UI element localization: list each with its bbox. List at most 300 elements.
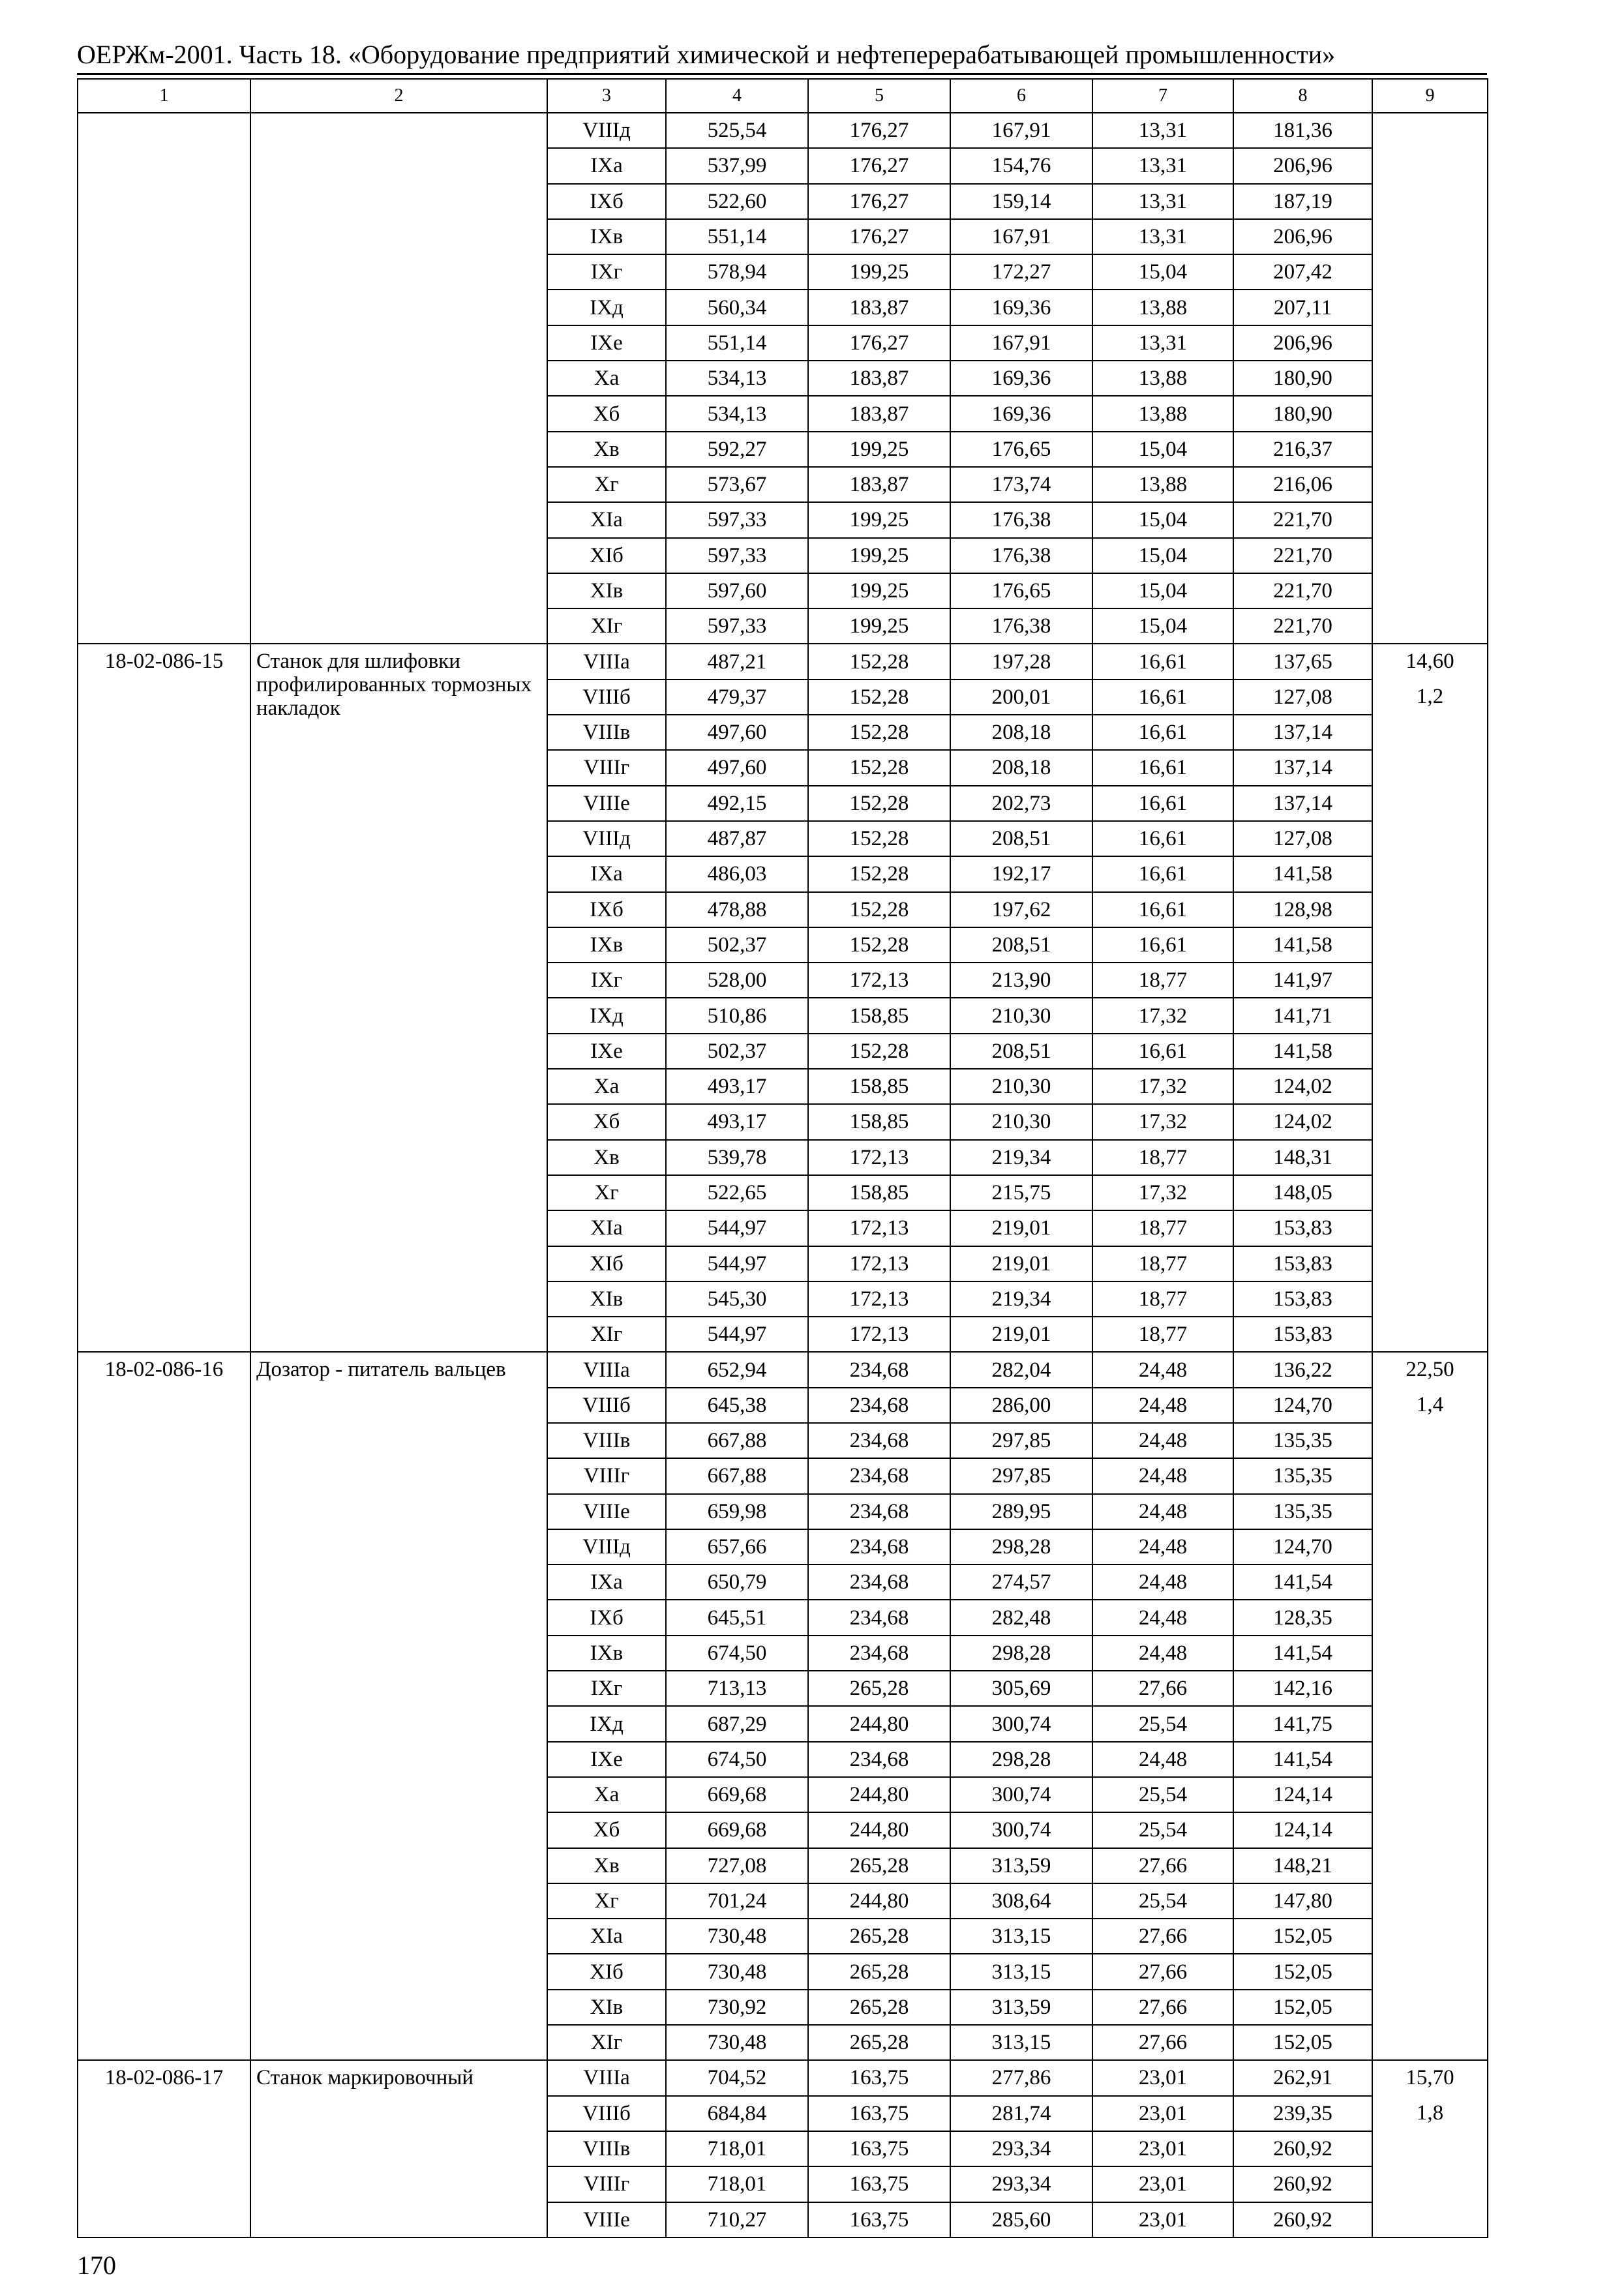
value-cell: 152,05 (1233, 1919, 1372, 1954)
column-number-cell: 1 (78, 79, 250, 113)
value-cell: 522,65 (666, 1175, 808, 1210)
value-cell: 135,35 (1233, 1423, 1372, 1458)
table-row (78, 113, 1488, 148)
value-cell: 313,15 (950, 1954, 1092, 1989)
value-cell: 298,28 (950, 1529, 1092, 1564)
value-cell: IXа (547, 148, 666, 183)
value-cell: 153,83 (1233, 1246, 1372, 1281)
value-cell: 141,97 (1233, 963, 1372, 998)
value-cell: 24,48 (1092, 1352, 1233, 1387)
value-cell: 25,54 (1092, 1706, 1233, 1741)
value-cell: 684,84 (666, 2096, 808, 2131)
value-cell: 141,58 (1233, 927, 1372, 963)
value-cell: IXд (547, 290, 666, 325)
value-cell: 219,01 (950, 1210, 1092, 1246)
price-table (77, 78, 1488, 2238)
value-cell: 202,73 (950, 786, 1092, 821)
column-number-cell: 3 (547, 79, 666, 113)
column-number-cell: 9 (1372, 79, 1488, 113)
value-cell: 141,71 (1233, 998, 1372, 1033)
value-cell: IXб (547, 184, 666, 219)
value-cell: 701,24 (666, 1883, 808, 1919)
value-cell: 208,18 (950, 715, 1092, 750)
value-cell: 16,61 (1092, 892, 1233, 927)
value-cell: 207,42 (1233, 254, 1372, 290)
value-cell: 528,00 (666, 963, 808, 998)
value-cell: 244,80 (808, 1706, 950, 1741)
header-rule (77, 73, 1487, 75)
value-cell: 23,01 (1092, 2202, 1233, 2237)
value-cell: Xа (547, 1777, 666, 1812)
value-cell: 158,85 (808, 998, 950, 1033)
value-cell: 265,28 (808, 1848, 950, 1883)
value-cell: 124,70 (1233, 1529, 1372, 1564)
value-cell: 297,85 (950, 1423, 1092, 1458)
value-cell: 127,08 (1233, 680, 1372, 715)
column-number-cell: 5 (808, 79, 950, 113)
value-cell: IXд (547, 998, 666, 1033)
value-cell: 167,91 (950, 219, 1092, 254)
value-cell: 208,51 (950, 927, 1092, 963)
value-cell: 136,22 (1233, 1352, 1372, 1387)
value-cell: 163,75 (808, 2096, 950, 2131)
value-cell: 710,27 (666, 2202, 808, 2237)
value-cell: VIIIв (547, 715, 666, 750)
value-cell: 487,87 (666, 821, 808, 856)
value-cell: 597,33 (666, 538, 808, 573)
col9-cell (1372, 1352, 1488, 2060)
value-cell: 18,77 (1092, 1210, 1233, 1246)
value-cell: 147,80 (1233, 1883, 1372, 1919)
value-cell: IXг (547, 963, 666, 998)
value-cell: 15,04 (1092, 573, 1233, 608)
value-cell: 551,14 (666, 219, 808, 254)
value-cell: 213,90 (950, 963, 1092, 998)
value-cell: 544,97 (666, 1210, 808, 1246)
value-cell: VIIIг (547, 750, 666, 785)
value-cell: 289,95 (950, 1494, 1092, 1529)
value-cell: 534,13 (666, 396, 808, 431)
value-cell: 167,91 (950, 113, 1092, 148)
value-cell: 176,27 (808, 325, 950, 361)
value-cell: 578,94 (666, 254, 808, 290)
value-cell: 153,83 (1233, 1317, 1372, 1352)
value-cell: 13,31 (1092, 325, 1233, 361)
value-cell: 260,92 (1233, 2202, 1372, 2237)
value-cell: 24,48 (1092, 1388, 1233, 1423)
value-cell: 163,75 (808, 2060, 950, 2095)
value-cell: 260,92 (1233, 2166, 1372, 2202)
value-cell: 176,65 (950, 432, 1092, 467)
value-cell: 16,61 (1092, 786, 1233, 821)
value-cell: 221,70 (1233, 573, 1372, 608)
value-cell: 265,28 (808, 2025, 950, 2060)
table-row (78, 2060, 1488, 2095)
value-cell: 27,66 (1092, 1954, 1233, 1989)
value-cell: 298,28 (950, 1742, 1092, 1777)
value-cell: 23,01 (1092, 2096, 1233, 2131)
value-cell: 176,38 (950, 502, 1092, 537)
value-cell: XIв (547, 573, 666, 608)
value-cell: 669,68 (666, 1812, 808, 1848)
value-cell: 197,28 (950, 644, 1092, 679)
value-cell: 128,35 (1233, 1600, 1372, 1635)
value-cell: 539,78 (666, 1140, 808, 1175)
value-cell: Xа (547, 1069, 666, 1104)
value-cell: 704,52 (666, 2060, 808, 2095)
col9-cell (1372, 2060, 1488, 2237)
value-cell: 293,34 (950, 2131, 1092, 2166)
value-cell: 24,48 (1092, 1564, 1233, 1600)
table-row (78, 644, 1488, 679)
value-cell: 300,74 (950, 1777, 1092, 1812)
value-cell: 199,25 (808, 432, 950, 467)
value-cell: Xв (547, 432, 666, 467)
value-cell: 15,04 (1092, 608, 1233, 644)
value-cell: 16,61 (1092, 927, 1233, 963)
value-cell: IXе (547, 1034, 666, 1069)
value-cell: 124,02 (1233, 1104, 1372, 1139)
value-cell: 234,68 (808, 1636, 950, 1671)
value-cell: 24,48 (1092, 1600, 1233, 1635)
value-cell: 24,48 (1092, 1529, 1233, 1564)
value-cell: VIIIе (547, 1494, 666, 1529)
value-cell: 148,31 (1233, 1140, 1372, 1175)
value-cell: 479,37 (666, 680, 808, 715)
value-cell: 152,28 (808, 750, 950, 785)
value-cell: 27,66 (1092, 1919, 1233, 1954)
value-cell: 18,77 (1092, 1317, 1233, 1352)
value-cell: 544,97 (666, 1317, 808, 1352)
value-cell: 502,37 (666, 1034, 808, 1069)
value-cell: 24,48 (1092, 1742, 1233, 1777)
value-cell: IXв (547, 1636, 666, 1671)
value-cell: 15,04 (1092, 502, 1233, 537)
value-cell: 244,80 (808, 1883, 950, 1919)
item-code: 18-02-086-16 (78, 1352, 250, 2060)
value-cell: XIг (547, 1317, 666, 1352)
value-cell: 180,90 (1233, 396, 1372, 431)
column-number-row (78, 79, 1488, 113)
value-cell: 208,51 (950, 1034, 1092, 1069)
value-cell: IXв (547, 927, 666, 963)
value-cell: 137,14 (1233, 786, 1372, 821)
value-cell: 300,74 (950, 1812, 1092, 1848)
value-cell: 152,28 (808, 821, 950, 856)
value-cell: IXб (547, 1600, 666, 1635)
value-cell: 183,87 (808, 361, 950, 396)
value-cell: 216,37 (1233, 432, 1372, 467)
value-cell: 23,01 (1092, 2060, 1233, 2095)
value-cell: 219,01 (950, 1246, 1092, 1281)
value-cell: VIIIд (547, 1529, 666, 1564)
value-cell: 16,61 (1092, 715, 1233, 750)
value-cell: 172,27 (950, 254, 1092, 290)
value-cell: 265,28 (808, 1954, 950, 1989)
value-cell: 137,65 (1233, 644, 1372, 679)
value-cell: 152,28 (808, 715, 950, 750)
value-cell: 16,61 (1092, 680, 1233, 715)
value-cell: 713,13 (666, 1671, 808, 1706)
value-cell: 199,25 (808, 502, 950, 537)
value-cell: 667,88 (666, 1458, 808, 1493)
value-cell: 645,51 (666, 1600, 808, 1635)
value-cell: 597,33 (666, 608, 808, 644)
value-cell: 13,31 (1092, 219, 1233, 254)
value-cell: 669,68 (666, 1777, 808, 1812)
value-cell: 493,17 (666, 1104, 808, 1139)
value-cell: 25,54 (1092, 1883, 1233, 1919)
value-cell: 183,87 (808, 290, 950, 325)
value-cell: VIIIе (547, 786, 666, 821)
value-cell: 158,85 (808, 1104, 950, 1139)
value-cell: IXв (547, 219, 666, 254)
value-cell: 13,31 (1092, 184, 1233, 219)
value-cell: 674,50 (666, 1742, 808, 1777)
col9-value: 14,60 (1406, 650, 1454, 674)
value-cell: 27,66 (1092, 2025, 1233, 2060)
value-cell: 730,48 (666, 1919, 808, 1954)
value-cell: 305,69 (950, 1671, 1092, 1706)
col9-cell (1372, 113, 1488, 644)
value-cell: 265,28 (808, 1671, 950, 1706)
value-cell: VIIIв (547, 1423, 666, 1458)
item-name: Дозатор - питатель вальцев (250, 1352, 547, 2060)
value-cell: 210,30 (950, 998, 1092, 1033)
value-cell: 286,00 (950, 1388, 1092, 1423)
value-cell: XIа (547, 502, 666, 537)
value-cell: XIб (547, 1954, 666, 1989)
value-cell: VIIIг (547, 2166, 666, 2202)
value-cell: VIIIв (547, 2131, 666, 2166)
page-number: 170 (77, 2251, 116, 2280)
value-cell: 645,38 (666, 1388, 808, 1423)
value-cell: 219,34 (950, 1281, 1092, 1317)
value-cell: 172,13 (808, 1210, 950, 1246)
value-cell: 525,54 (666, 113, 808, 148)
value-cell: Xв (547, 1848, 666, 1883)
value-cell: 234,68 (808, 1388, 950, 1423)
value-cell: 16,61 (1092, 644, 1233, 679)
value-cell: 197,62 (950, 892, 1092, 927)
value-cell: 285,60 (950, 2202, 1092, 2237)
value-cell: Xв (547, 1140, 666, 1175)
value-cell: 16,61 (1092, 821, 1233, 856)
value-cell: Xг (547, 1175, 666, 1210)
item-name: Станок маркировочный (250, 2060, 547, 2237)
value-cell: 18,77 (1092, 1140, 1233, 1175)
value-cell: XIг (547, 2025, 666, 2060)
value-cell: 154,76 (950, 148, 1092, 183)
value-cell: 25,54 (1092, 1812, 1233, 1848)
value-cell: 169,36 (950, 396, 1092, 431)
value-cell: 199,25 (808, 608, 950, 644)
value-cell: 152,28 (808, 680, 950, 715)
value-cell: 172,13 (808, 963, 950, 998)
value-cell: 23,01 (1092, 2166, 1233, 2202)
value-cell: 124,02 (1233, 1069, 1372, 1104)
value-cell: XIв (547, 1990, 666, 2025)
value-cell: 199,25 (808, 254, 950, 290)
value-cell: XIг (547, 608, 666, 644)
value-cell: 27,66 (1092, 1990, 1233, 2025)
value-cell: 544,97 (666, 1246, 808, 1281)
col9-coefficient: 1,2 (1416, 685, 1444, 709)
value-cell: 282,04 (950, 1352, 1092, 1387)
col9-cell (1372, 644, 1488, 1352)
value-cell: 169,36 (950, 361, 1092, 396)
value-cell: 137,14 (1233, 715, 1372, 750)
item-code: 18-02-086-15 (78, 644, 250, 1352)
value-cell: 187,19 (1233, 184, 1372, 219)
value-cell: 207,11 (1233, 290, 1372, 325)
column-number-cell: 4 (666, 79, 808, 113)
value-cell: IXе (547, 325, 666, 361)
value-cell: XIб (547, 538, 666, 573)
value-cell: 200,01 (950, 680, 1092, 715)
value-cell: 718,01 (666, 2166, 808, 2202)
value-cell: 135,35 (1233, 1494, 1372, 1529)
value-cell: 127,08 (1233, 821, 1372, 856)
item-code: 18-02-086-17 (78, 2060, 250, 2237)
value-cell: 534,13 (666, 361, 808, 396)
value-cell: 274,57 (950, 1564, 1092, 1600)
value-cell: 13,88 (1092, 290, 1233, 325)
value-cell: 24,48 (1092, 1494, 1233, 1529)
value-cell: 17,32 (1092, 998, 1233, 1033)
value-cell: 234,68 (808, 1742, 950, 1777)
value-cell: 244,80 (808, 1777, 950, 1812)
col9-coefficient: 1,4 (1416, 1393, 1444, 1417)
value-cell: Xб (547, 1812, 666, 1848)
value-cell: 234,68 (808, 1494, 950, 1529)
value-cell: IXб (547, 892, 666, 927)
value-cell: 265,28 (808, 1990, 950, 2025)
value-cell: 219,34 (950, 1140, 1092, 1175)
value-cell: 221,70 (1233, 538, 1372, 573)
value-cell: 234,68 (808, 1458, 950, 1493)
value-cell: 13,88 (1092, 467, 1233, 502)
value-cell: 718,01 (666, 2131, 808, 2166)
item-name: Станок для шлифовки профилированных тормозных накладок (250, 644, 547, 1352)
value-cell: 124,14 (1233, 1777, 1372, 1812)
column-number-cell: 8 (1233, 79, 1372, 113)
value-cell: 16,61 (1092, 1034, 1233, 1069)
value-cell: 135,35 (1233, 1458, 1372, 1493)
value-cell: 13,31 (1092, 148, 1233, 183)
value-cell: 17,32 (1092, 1175, 1233, 1210)
value-cell: 17,32 (1092, 1069, 1233, 1104)
value-cell: 159,14 (950, 184, 1092, 219)
value-cell: 219,01 (950, 1317, 1092, 1352)
code-cell (78, 113, 250, 644)
value-cell: XIв (547, 1281, 666, 1317)
column-number-cell: 2 (250, 79, 547, 113)
value-cell: 221,70 (1233, 608, 1372, 644)
value-cell: 487,21 (666, 644, 808, 679)
value-cell: 199,25 (808, 538, 950, 573)
value-cell: 24,48 (1092, 1458, 1233, 1493)
value-cell: 141,54 (1233, 1636, 1372, 1671)
value-cell: 265,28 (808, 1919, 950, 1954)
value-cell: 313,59 (950, 1990, 1092, 2025)
value-cell: 215,75 (950, 1175, 1092, 1210)
value-cell: 667,88 (666, 1423, 808, 1458)
value-cell: 687,29 (666, 1706, 808, 1741)
value-cell: 300,74 (950, 1706, 1092, 1741)
value-cell: 13,88 (1092, 361, 1233, 396)
value-cell: 560,34 (666, 290, 808, 325)
value-cell: VIIIе (547, 2202, 666, 2237)
value-cell: 25,54 (1092, 1777, 1233, 1812)
value-cell: 297,85 (950, 1458, 1092, 1493)
value-cell: Xб (547, 396, 666, 431)
value-cell: 142,16 (1233, 1671, 1372, 1706)
value-cell: 730,48 (666, 1954, 808, 1989)
value-cell: 537,99 (666, 148, 808, 183)
value-cell: IXг (547, 254, 666, 290)
value-cell: 152,28 (808, 892, 950, 927)
value-cell: IXе (547, 1742, 666, 1777)
value-cell: VIIIд (547, 113, 666, 148)
value-cell: 158,85 (808, 1175, 950, 1210)
value-cell: 199,25 (808, 573, 950, 608)
value-cell: 313,59 (950, 1848, 1092, 1883)
value-cell: VIIIа (547, 2060, 666, 2095)
value-cell: 163,75 (808, 2166, 950, 2202)
value-cell: 262,91 (1233, 2060, 1372, 2095)
value-cell: 18,77 (1092, 1281, 1233, 1317)
value-cell: 208,51 (950, 821, 1092, 856)
value-cell: 15,04 (1092, 538, 1233, 573)
value-cell: VIIIб (547, 2096, 666, 2131)
value-cell: 180,90 (1233, 361, 1372, 396)
value-cell: 183,87 (808, 467, 950, 502)
value-cell: 124,14 (1233, 1812, 1372, 1848)
value-cell: 277,86 (950, 2060, 1092, 2095)
value-cell: 158,85 (808, 1069, 950, 1104)
value-cell: 210,30 (950, 1104, 1092, 1139)
value-cell: 167,91 (950, 325, 1092, 361)
col9-value: 22,50 (1406, 1358, 1454, 1382)
value-cell: 510,86 (666, 998, 808, 1033)
value-cell: 27,66 (1092, 1848, 1233, 1883)
value-cell: XIб (547, 1246, 666, 1281)
value-cell: 24,48 (1092, 1636, 1233, 1671)
value-cell: 152,28 (808, 786, 950, 821)
value-cell: 206,96 (1233, 219, 1372, 254)
value-cell: 137,14 (1233, 750, 1372, 785)
value-cell: 659,98 (666, 1494, 808, 1529)
value-cell: 176,38 (950, 608, 1092, 644)
value-cell: 650,79 (666, 1564, 808, 1600)
value-cell: 15,04 (1092, 254, 1233, 290)
value-cell: 234,68 (808, 1529, 950, 1564)
value-cell: 652,94 (666, 1352, 808, 1387)
value-cell: 239,35 (1233, 2096, 1372, 2131)
value-cell: 206,96 (1233, 325, 1372, 361)
value-cell: 17,32 (1092, 1104, 1233, 1139)
value-cell: 152,05 (1233, 2025, 1372, 2060)
value-cell: 234,68 (808, 1352, 950, 1387)
value-cell: 522,60 (666, 184, 808, 219)
value-cell: 176,27 (808, 219, 950, 254)
value-cell: VIIIа (547, 644, 666, 679)
value-cell: VIIIа (547, 1352, 666, 1387)
value-cell: 128,98 (1233, 892, 1372, 927)
value-cell: 172,13 (808, 1317, 950, 1352)
value-cell: 152,28 (808, 927, 950, 963)
